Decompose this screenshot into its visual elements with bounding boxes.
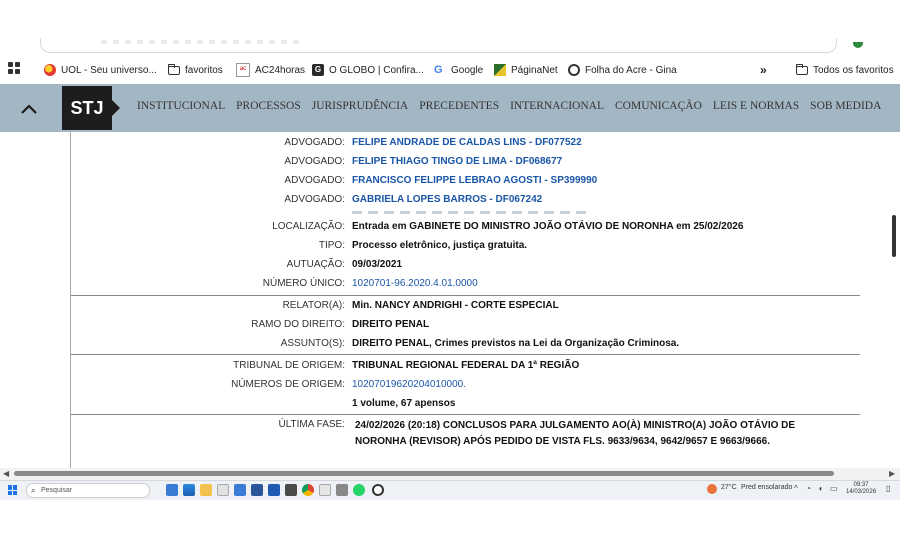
tribunal-row [71,357,864,375]
bookmark-ac24horas[interactable] [236,62,305,78]
field-label: TRIBUNAL DE ORIGEM: [233,360,345,371]
outlook-icon[interactable] [251,484,263,496]
app-icon[interactable] [336,484,348,496]
assunto-row [71,335,864,353]
tray-overflow-icon[interactable]: ^ [794,484,798,493]
advogado-link[interactable]: FELIPE THIAGO TINGO DE LIMA - DF068677 [352,156,563,167]
ultima-fase-value: 24/02/2026 (20:18) CONCLUSOS PARA JULGAMENTO AO(À) MINISTRO(A) JOÃO OTÁVIO DE NORONHA (REVISOR) APÓS PEDIDO DE VISTA FLS. 9633/9634, 9642/9657 E 9663/9666. [355,420,796,447]
assunto-value: DIREITO PENAL, Crimes previstos na Lei da Organização Criminosa. [352,338,680,349]
field-label: NÚMEROS DE ORIGEM: [231,379,345,390]
folder-icon [168,66,180,75]
field-label: LOCALIZAÇÃO: [272,221,345,232]
field-label: ADVOGADO: [284,175,345,186]
bookmarks-more-button[interactable] [760,62,767,78]
field-label: TIPO: [318,240,345,251]
weather-desc: Pred ensolarado [741,484,793,491]
ac24horas-icon: ac [236,63,250,77]
field-label: RAMO DO DIREITO: [251,319,345,330]
oglobo-icon: G [312,64,324,76]
clock-time: 09:37 [853,482,869,488]
field-label: ADVOGADO: [284,194,345,205]
bookmark-folha-do-acre[interactable] [568,62,677,78]
volume-icon[interactable]: ◖ [818,484,823,493]
wifi-icon[interactable]: ◔ [806,484,811,493]
advogado-row [71,191,864,209]
field-label: ÚLTIMA FASE: [278,419,345,430]
bookmark-favoritos[interactable] [168,62,223,78]
field-label: RELATOR(A): [282,300,345,311]
bookmark-label: Google [451,64,484,76]
search-placeholder: Pesquisar [41,487,73,494]
numero-unico-row [71,275,864,293]
nav-precedentes[interactable]: PRECEDENTES [419,100,500,112]
nav-jurisprudencia[interactable]: JURISPRUDÊNCIA [311,100,409,112]
field-label: NÚMERO ÚNICO: [262,278,345,289]
bookmark-google[interactable] [434,62,483,78]
windows-start-icon[interactable] [8,485,18,495]
numeros-origem-row [71,376,864,394]
ramo-value: DIREITO PENAL [352,319,430,330]
nav-processos[interactable]: PROCESSOS [236,100,301,112]
divider [71,295,860,296]
search-icon: ⌕ [31,486,36,495]
weather-icon[interactable] [707,484,717,494]
nav-leis-e-normas[interactable]: LEIS E NORMAS [712,100,800,112]
scroll-right-icon[interactable]: ▶ [889,469,896,478]
taskbar-search[interactable] [26,483,150,498]
advogado-link[interactable]: FELIPE ANDRADE DE CALDAS LINS - DF077522 [352,137,582,148]
tribunal-value: TRIBUNAL REGIONAL FEDERAL DA 1ª REGIÃO [352,360,580,371]
stj-logo[interactable]: STJ [62,86,112,130]
file-explorer-icon[interactable] [200,484,212,496]
advogado-link[interactable]: GABRIELA LOPES BARROS - DF067242 [352,194,543,205]
word-icon[interactable] [268,484,280,496]
bookmark-label: PáginaNet [511,64,558,76]
bookmark-uol[interactable] [44,62,157,78]
vertical-scrollbar[interactable] [892,215,896,257]
tipo-value: Processo eletrônico, justiça gratuita. [352,240,528,251]
bookmark-label: AC24horas [255,64,306,76]
horizontal-scroll-thumb[interactable] [14,471,834,476]
advogado-row [71,153,864,171]
field-label: AUTUAÇÃO: [286,259,345,270]
folder-icon [796,66,808,75]
whatsapp-icon[interactable] [353,484,365,496]
divider [71,414,860,415]
nav-institucional[interactable]: INSTITUCIONAL [137,100,226,112]
chrome-icon[interactable] [302,484,314,496]
relator-row [71,297,864,315]
volumes-value: 1 volume, 67 apensos [352,398,456,409]
volumes-row [71,395,864,413]
apps-grid-icon[interactable] [8,62,20,74]
advogado-link[interactable]: FRANCISCO FELIPPE LEBRAO AGOSTI - SP399990 [352,175,598,186]
task-view-icon[interactable] [166,484,178,496]
localizacao-row [71,218,864,236]
advogado-row [71,134,864,152]
app-icon[interactable] [319,484,331,496]
ramo-row [71,316,864,334]
address-bar[interactable] [40,38,837,53]
profile-indicator[interactable] [853,42,863,48]
notifications-icon[interactable]: ▯ [886,484,891,493]
app-icon[interactable] [217,484,229,496]
nav-comunicacao[interactable]: COMUNICAÇÃO [615,100,702,112]
bookmark-label: Todos os favoritos [813,64,894,76]
chevron-up-icon[interactable] [20,98,38,118]
bookmark-label: O GLOBO | Confira... [329,64,424,76]
store-icon[interactable] [183,484,195,496]
more-chevron-icon: » [760,63,767,77]
divider [71,354,860,355]
google-icon: G [434,64,443,76]
page-right-margin [864,132,900,468]
bookmark-oglobo[interactable] [312,62,424,78]
bookmark-paginanet[interactable] [494,62,558,78]
advogado-row [71,172,864,190]
autuacao-value: 09/03/2021 [352,259,403,270]
bottom-margin [0,500,900,545]
uol-icon [44,64,56,76]
bookmark-label: favoritos [185,64,223,76]
bookmark-label: UOL - Seu universo... [61,64,157,76]
battery-icon[interactable]: ▭ [830,484,838,493]
address-bar-area [0,44,900,56]
field-label: ASSUNTO(S): [280,338,345,349]
localizacao-value: Entrada em GABINETE DO MINISTRO JOÃO OTÁVIO DE NORONHA em 25/02/2026 [352,221,744,232]
paginanet-icon [494,64,506,76]
autuacao-row [71,256,864,274]
numero-unico-link[interactable]: 1020701-96.2020.4.01.0000 [352,278,478,289]
process-details [70,132,865,468]
clock-date: 14/03/2026 [846,489,877,495]
main-menu [137,100,881,116]
tipo-row [71,237,864,255]
folha-do-acre-icon [568,64,580,76]
app-icon[interactable] [372,484,384,496]
weather-temp[interactable]: 27°C [721,484,737,491]
all-favorites-button[interactable] [796,62,894,78]
numeros-origem-link[interactable]: 10207019620204010000. [352,379,467,390]
field-label: ADVOGADO: [284,137,345,148]
nav-sob-medida[interactable]: SOB MEDIDA [810,100,882,112]
bookmark-label: Folha do Acre - Gina [585,64,677,76]
system-clock[interactable] [846,482,876,496]
photos-icon[interactable] [234,484,246,496]
scroll-left-icon[interactable]: ◀ [3,469,10,478]
app-icon[interactable] [285,484,297,496]
nav-internacional[interactable]: INTERNACIONAL [510,100,604,112]
relator-value: Min. NANCY ANDRIGHI - CORTE ESPECIAL [352,300,559,311]
field-label: ADVOGADO: [284,156,345,167]
partially-hidden-row [352,211,592,214]
